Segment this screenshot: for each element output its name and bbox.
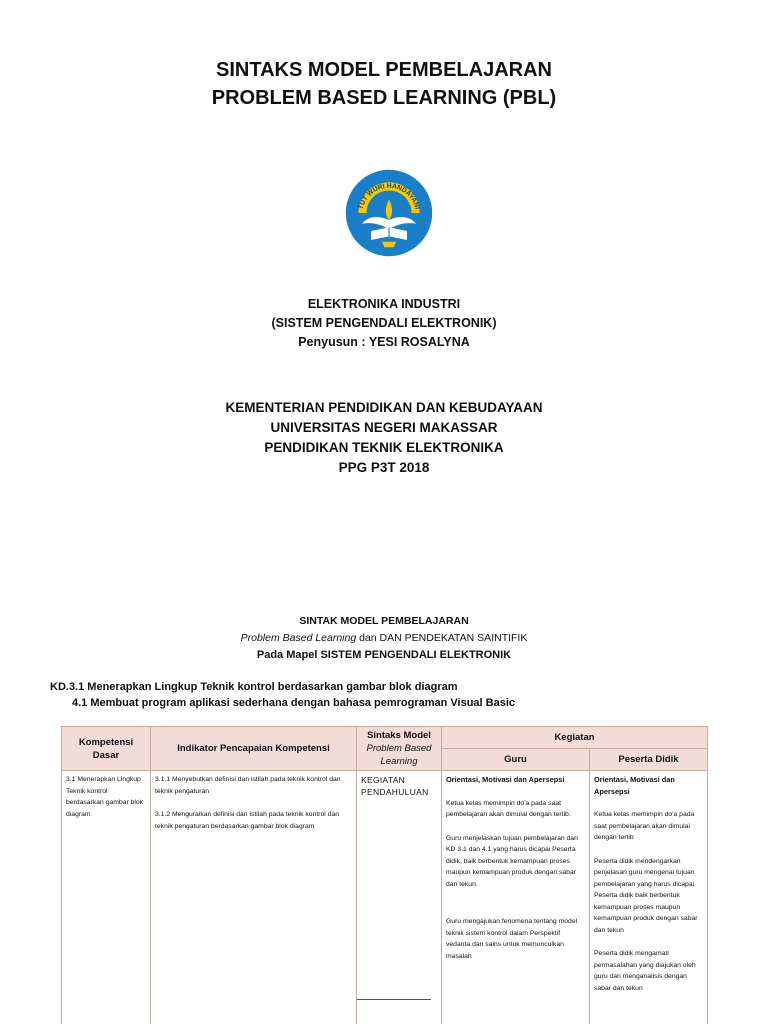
indikator-item-1: 3.1.1 Menyebutkan definisi dan istilah pada teknik kontrol dan teknik pengaturan <box>155 776 341 795</box>
guru-title: Orientasi, Motivasi dan Apersepsi <box>446 775 565 784</box>
institution-line-2: UNIVERSITAS NEGERI MAKASSAR <box>270 420 498 435</box>
section-line-3-prefix: Pada Mapel <box>256 649 321 661</box>
header-sintaks <box>357 727 442 771</box>
header-sintaks-top: Sintaks Model <box>367 730 431 741</box>
institution-line-4: PPG P3T 2018 <box>338 460 430 475</box>
institution-line-3: PENDIDIKAN TEKNIK ELEKTRONIKA <box>264 440 504 455</box>
cell-kompetensi: 3.1 Menerapkan Lingkup Teknik kontrol berdasarkan gambar blok diagram <box>62 771 151 1024</box>
title-line-1: SINTAKS MODEL PEMBELAJARAN <box>216 59 552 81</box>
header-guru: Guru <box>442 749 590 771</box>
cell-guru <box>442 771 590 1024</box>
kd-line-1: KD.3.1 Menerapkan Lingkup Teknik kontrol berdasarkan gambar blok diagram <box>50 681 458 693</box>
cell-sintaks: KEGIATAN PENDAHULUAN <box>357 771 442 1024</box>
institution-line-1: KEMENTERIAN PENDIDIKAN DAN KEBUDAYAAN <box>225 400 543 415</box>
peserta-paragraph-1: Ketua kelas memimpin do'a pada saat pembelajaran akan dimulai dengan tertib <box>594 811 695 841</box>
institution-block <box>0 398 768 478</box>
title-line-2: PROBLEM BASED LEARNING (PBL) <box>211 87 557 109</box>
subject-line-1: ELEKTRONIKA INDUSTRI <box>307 297 461 311</box>
section-line-2 <box>0 630 768 647</box>
header-peserta: Peserta Didik <box>590 749 708 771</box>
syntax-table <box>61 726 708 1024</box>
peserta-paragraph-2: Peserta didik mendengarkan penjelasan guru mengenai tujuan pembelajaran yang harus dicapai Peserta didik baik berbentuk kemampuan proses maupun kemampuan produk dengan sabar dan tekun <box>594 857 698 934</box>
subject-block <box>0 295 768 352</box>
guru-paragraph-3: Guru mengajukan fenomena tentang model teknik sistem kontrol dalam Perspektif vedanta dan sains untuk memunculkan masalah <box>446 918 578 960</box>
section-heading <box>0 613 768 664</box>
peserta-paragraph-3: Peserta didik mengamati permasalahan yang diajukan oleh guru dan menganalisis dengan sabar dan tekun <box>594 950 696 992</box>
table-row <box>62 771 708 1024</box>
header-kegiatan: Kegiatan <box>442 727 708 749</box>
subject-line-2: (SISTEM PENGENDALI ELEKTRONIK) <box>271 316 497 330</box>
logo-ring-text: TUT WURI HANDAYANI <box>357 182 421 211</box>
tut-wuri-handayani-logo <box>344 168 434 258</box>
header-indikator: Indikator Pencapaian Kompetensi <box>151 727 357 771</box>
separator-line <box>357 999 431 1000</box>
guru-paragraph-1: Ketua kelas memimpin do'a pada saat pembelajaran akan dimulai dengan tertib. <box>446 799 571 818</box>
header-kompetensi: Kompetensi Dasar <box>62 727 151 771</box>
section-line-3-bold: SISTEM PENGENDALI ELEKTRONIK <box>320 649 512 661</box>
kd-line-2: 4.1 Membuat program aplikasi sederhana dengan bahasa pemrograman Visual Basic <box>72 697 516 709</box>
section-line-2-italic: Problem Based Learning <box>240 632 357 644</box>
section-line-3 <box>0 647 768 664</box>
cell-indikator <box>151 771 357 1024</box>
author-line: Penyusun : YESI ROSALYNA <box>298 335 470 349</box>
header-sintaks-italic: Problem Based Learning <box>366 743 432 767</box>
cell-peserta <box>590 771 708 1024</box>
guru-paragraph-2: Guru menjelaskan tujuan pembelajaran dari KD 3.1 dan 4.1 yang harus dicapai Peserta didik, baik berbentuk kemampuan proses maupun kemampuan produk dengan sabar dan tekun. <box>446 834 578 888</box>
peserta-title: Orientasi, Motivasi dan Apersepsi <box>594 775 675 796</box>
indikator-item-2: 3.1.2 Menguraikan definisi dan istilah pada teknik kontrol dan teknik pengaturan berdasarkan gambar blok diagram <box>155 811 340 830</box>
section-line-1: SINTAK MODEL PEMBELAJARAN <box>299 615 469 627</box>
kd-block <box>50 679 515 711</box>
section-line-2-rest: dan DAN PENDEKATAN SAINTIFIK <box>356 632 528 644</box>
document-title <box>0 56 768 112</box>
